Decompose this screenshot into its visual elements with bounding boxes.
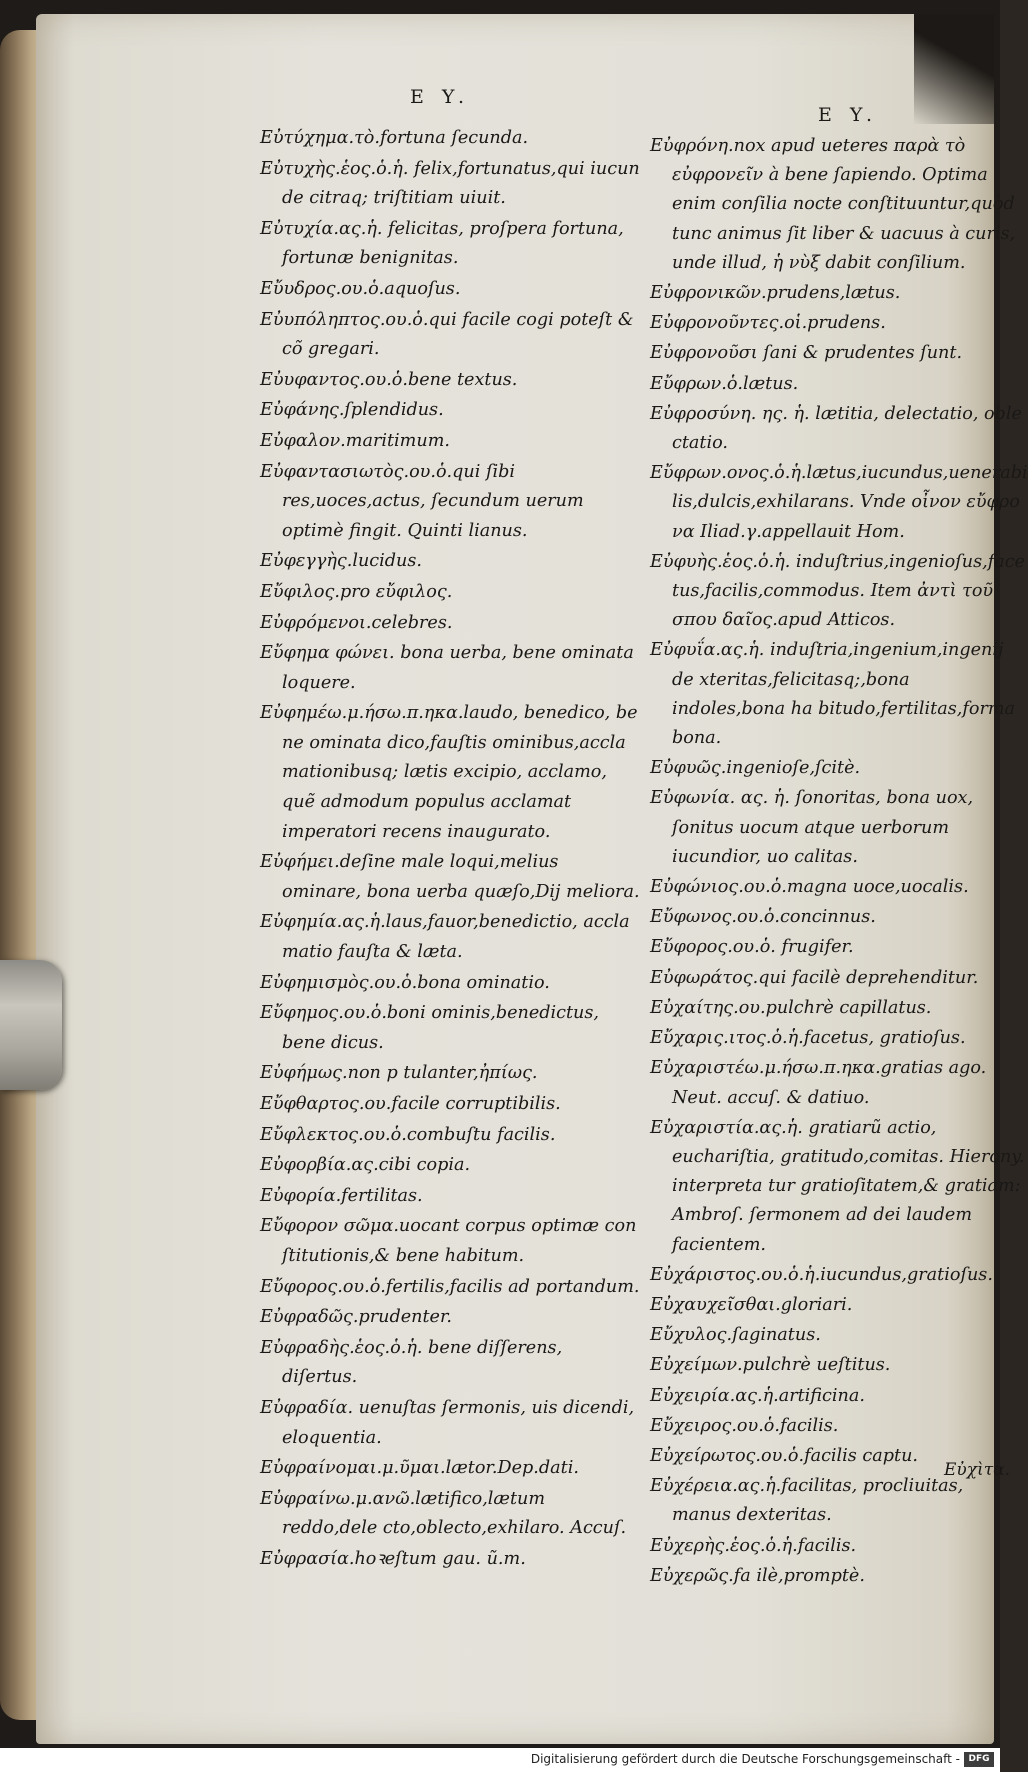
dictionary-entry: Εὐχερῶς.fa ilè,promptè. xyxy=(650,1565,865,1586)
running-head-right: E Y. xyxy=(818,104,879,126)
book-clasp xyxy=(0,960,62,1090)
dictionary-entry: Εὐφρονοῦντες.οἱ.prudens. xyxy=(650,313,886,334)
dictionary-entry: Εὐτυχὴς.ἑος.ὁ.ἡ. felix,fortunatus,qui iucun de citraq; triſtitiam uiuit. xyxy=(260,158,640,209)
dictionary-entry: Εὔφωνος.ου.ὁ.concinnus. xyxy=(650,907,876,928)
catchword: Εὐχὶτα. xyxy=(944,1460,1010,1480)
dictionary-entry: Εὐφραίνω.μ.ανῶ.lætifico,lætum reddo,dele cto,oblecto,exhilaro. Accuſ. xyxy=(260,1488,627,1539)
dictionary-entry: Εὐχαίτης.ου.pulchrè capillatus. xyxy=(650,997,932,1018)
page-shadow-corner xyxy=(914,14,994,124)
dictionary-entry: Εὐφαλον.maritimum. xyxy=(260,430,450,451)
dictionary-entry: Εὐφάνης.ſplendidus. xyxy=(260,400,444,421)
dictionary-entry: Εὐυπόληπτος.ου.ὁ.qui facile cogi poteſt & cõ gregari. xyxy=(260,309,634,360)
dictionary-entry: Εὐφεγγὴς.lucidus. xyxy=(260,551,422,572)
dictionary-entry: Εὐχαριστία.ας.ἡ. gratiarũ actio, euchariſtia, gratitudo,comitas. Hierony. interpreta tur gratioſitatem,& gratiam: Ambroſ. ſermonem ad dei laudem facientem. xyxy=(650,1117,1025,1255)
dictionary-entry: Εὐφυῶς.ingenioſe,ſcitè. xyxy=(650,758,861,779)
dictionary-entry: Εὐφορία.fertilitas. xyxy=(260,1185,423,1206)
dictionary-entry: Εὔχαρις.ιτος.ὁ.ἡ.facetus, gratioſus. xyxy=(650,1028,966,1049)
dictionary-entry: Εὔφορος.ου.ὁ. frugifer. xyxy=(650,937,854,958)
dictionary-entry: Εὐφημέω.μ.ήσω.π.ηκα.laudo, benedico, be ne ominata dico,fauſtis ominibus,accla mationibusq; lætis excipio, acclamo, quẽ admodum populus acclamat imperatori recens inaugurato. xyxy=(260,703,638,842)
dictionary-entry: Εὐτύχημα.τὸ.fortuna ſecunda. xyxy=(260,128,529,148)
dictionary-entry: Εὐφήμει.deſine male loqui,melius ominare, bona uerba quæſo,Dij meliora. xyxy=(260,852,640,902)
dictionary-entry: Εὔφρων.ονος.ὁ.ἡ.lætus,iucundus,uenerabi lis,dulcis,exhilarans. Vnde οἶνον εὔφρο να Iliad.γ.appellauit Hom. xyxy=(650,463,1028,542)
dictionary-entry: Εὐφωράτος.qui facilè deprehenditur. xyxy=(650,967,979,988)
dictionary-entry: Εὐχάριστος.ου.ὁ.ἡ.iucundus,gratioſus. xyxy=(650,1264,993,1285)
dictionary-entry: Εὐφημία.ας.ἡ.laus,fauor,benedictio, accla matio fauſta & læta. xyxy=(260,912,630,963)
right-entry-list xyxy=(650,132,1028,1592)
dictionary-entry: Εὐφήμως.non p tulanter,ἠπίως. xyxy=(260,1063,538,1084)
dictionary-entry: Εὔχειρος.ου.ὁ.facilis. xyxy=(650,1415,839,1436)
dfg-logo: DFG xyxy=(964,1752,994,1767)
dictionary-entry: Εὐτυχία.ας.ἡ. felicitas, proſpera fortuna, fortunæ benignitas. xyxy=(260,218,624,269)
dictionary-entry: Εὐφρόμενοι.celebres. xyxy=(260,612,453,633)
dictionary-entry: Εὐχαυχεῖσθαι.gloriari. xyxy=(650,1294,853,1315)
dictionary-entry: Εὔφορον σῶμα.uocant corpus optimæ con ſtitutionis,& bene habitum. xyxy=(260,1216,637,1266)
dictionary-entry: Εὔυδρος.ου.ὁ.aquoſus. xyxy=(260,278,461,299)
dictionary-entry: Εὐχείμων.pulchrè ueſtitus. xyxy=(650,1355,891,1376)
dictionary-entry: Εὐφραίνομαι.μ.ῦμαι.lætor.Dep.dati. xyxy=(260,1458,579,1479)
dictionary-entry: Εὐφυΐα.ας.ἡ. induſtria,ingenium,ingenij de xteritas,felicitasq;,bona indoles,bona ha bitudo,fertilitas,forma bona. xyxy=(650,640,1016,749)
dictionary-entry: Εὐχαριστέω.μ.ήσω.π.ηκα.gratias ago. Neut. accuſ. & datiuo. xyxy=(650,1058,987,1108)
dictionary-entry: Εὔφημος.ου.ὁ.boni ominis,benedictus, bene dicus. xyxy=(260,1003,600,1053)
dictionary-entry: Εὐφορβία.ας.cibi copia. xyxy=(260,1155,471,1176)
dictionary-entry: Εὐχερὴς.ἑος.ὁ.ἡ.facilis. xyxy=(650,1535,857,1556)
dictionary-entry: Εὐφρασία.hoꝛeſtum gau. ũ.m. xyxy=(260,1548,526,1569)
dictionary-entry: Εὐφροσύνη. ης. ἡ. lætitia, delectatio, oble ctatio. xyxy=(650,403,1022,454)
footer-note: Digitalisierung gefördert durch die Deutsche Forschungsgemeinschaft - xyxy=(530,1752,960,1766)
dictionary-entry: Εὔφλεκτος.ου.ὁ.combuſtu facilis. xyxy=(260,1124,556,1145)
dictionary-entry: Εὐφραδία. uenuſtas ſermonis, uis dicendi, eloquentia. xyxy=(260,1397,635,1448)
dictionary-entry: Εὔφρων.ὁ.lætus. xyxy=(650,373,799,394)
dictionary-entry: Εὐφωνία. ας. ἡ. ſonoritas, bona uox, ſonitus uocum atque uerborum iucundior, uo calitas. xyxy=(650,788,974,867)
dictionary-entry: Εὐχείρωτος.ου.ὁ.facilis captu. xyxy=(650,1445,919,1466)
dictionary-entry: Εὐφρόνη.nox apud ueteres παρὰ τὸ εὐφρονεῖν à bene ſapiendo. Optima enim conſilia nocte conſtituuntur,quòd tunc animus ſit liber & uacuus à curis, unde illud, ἡ νὺξ dabit conſilium. xyxy=(650,136,1016,273)
dictionary-entry: Εὐφημισμὸς.ου.ὁ.bona ominatio. xyxy=(260,972,550,993)
dictionary-entry: Εὐφώνιος.ου.ὁ.magna uoce,uocalis. xyxy=(650,877,969,898)
dictionary-entry: Εὔχυλος.ſaginatus. xyxy=(650,1325,821,1346)
dictionary-entry: Εὔφημα φώνει. bona uerba, bene ominata loquere. xyxy=(260,643,634,693)
left-entry-list xyxy=(260,124,640,1576)
dictionary-entry: Εὐφρονικῶν.prudens,lætus. xyxy=(650,283,901,304)
dictionary-entry: Εὐφραδῶς.prudenter. xyxy=(260,1307,453,1328)
dictionary-entry: Εὐφαντασιωτὸς.ου.ὁ.qui ſibi res,uoces,actus, ſecundum uerum optimè fingit. Quinti lianus. xyxy=(260,461,584,541)
running-head-left: E Y. xyxy=(410,86,471,108)
dictionary-entry: Εὐχέρεια.ας.ἡ.facilitas, procliuitas, manus dexteritas. xyxy=(650,1476,964,1526)
dictionary-entry: Εὐφυὴς.ἑος.ὁ.ἡ. induſtrius,ingenioſus,face tus,facilis,commodus. Item ἀντὶ τοῦ σπου δαῖος.apud Atticos. xyxy=(650,551,1025,631)
dictionary-entry: Εὐυφαντος.ου.ὁ.bene textus. xyxy=(260,369,518,390)
dictionary-entry: Εὐφρονοῦσι ſani & prudentes ſunt. xyxy=(650,343,963,364)
dictionary-entry: Εὐχειρία.ας.ἡ.artificina. xyxy=(650,1385,865,1406)
digitization-footer xyxy=(0,1748,1000,1772)
dictionary-entry: Εὐφραδὴς.ἑος.ὁ.ἡ. bene diſſerens, diſertus. xyxy=(260,1337,563,1388)
dictionary-entry: Εὔφιλος.pro εὔφιλος. xyxy=(260,581,453,602)
dictionary-entry: Εὔφορος.ου.ὁ.fertilis,facilis ad portandum. xyxy=(260,1276,640,1297)
dictionary-entry: Εὔφθαρτος.ου.facile corruptibilis. xyxy=(260,1094,561,1114)
